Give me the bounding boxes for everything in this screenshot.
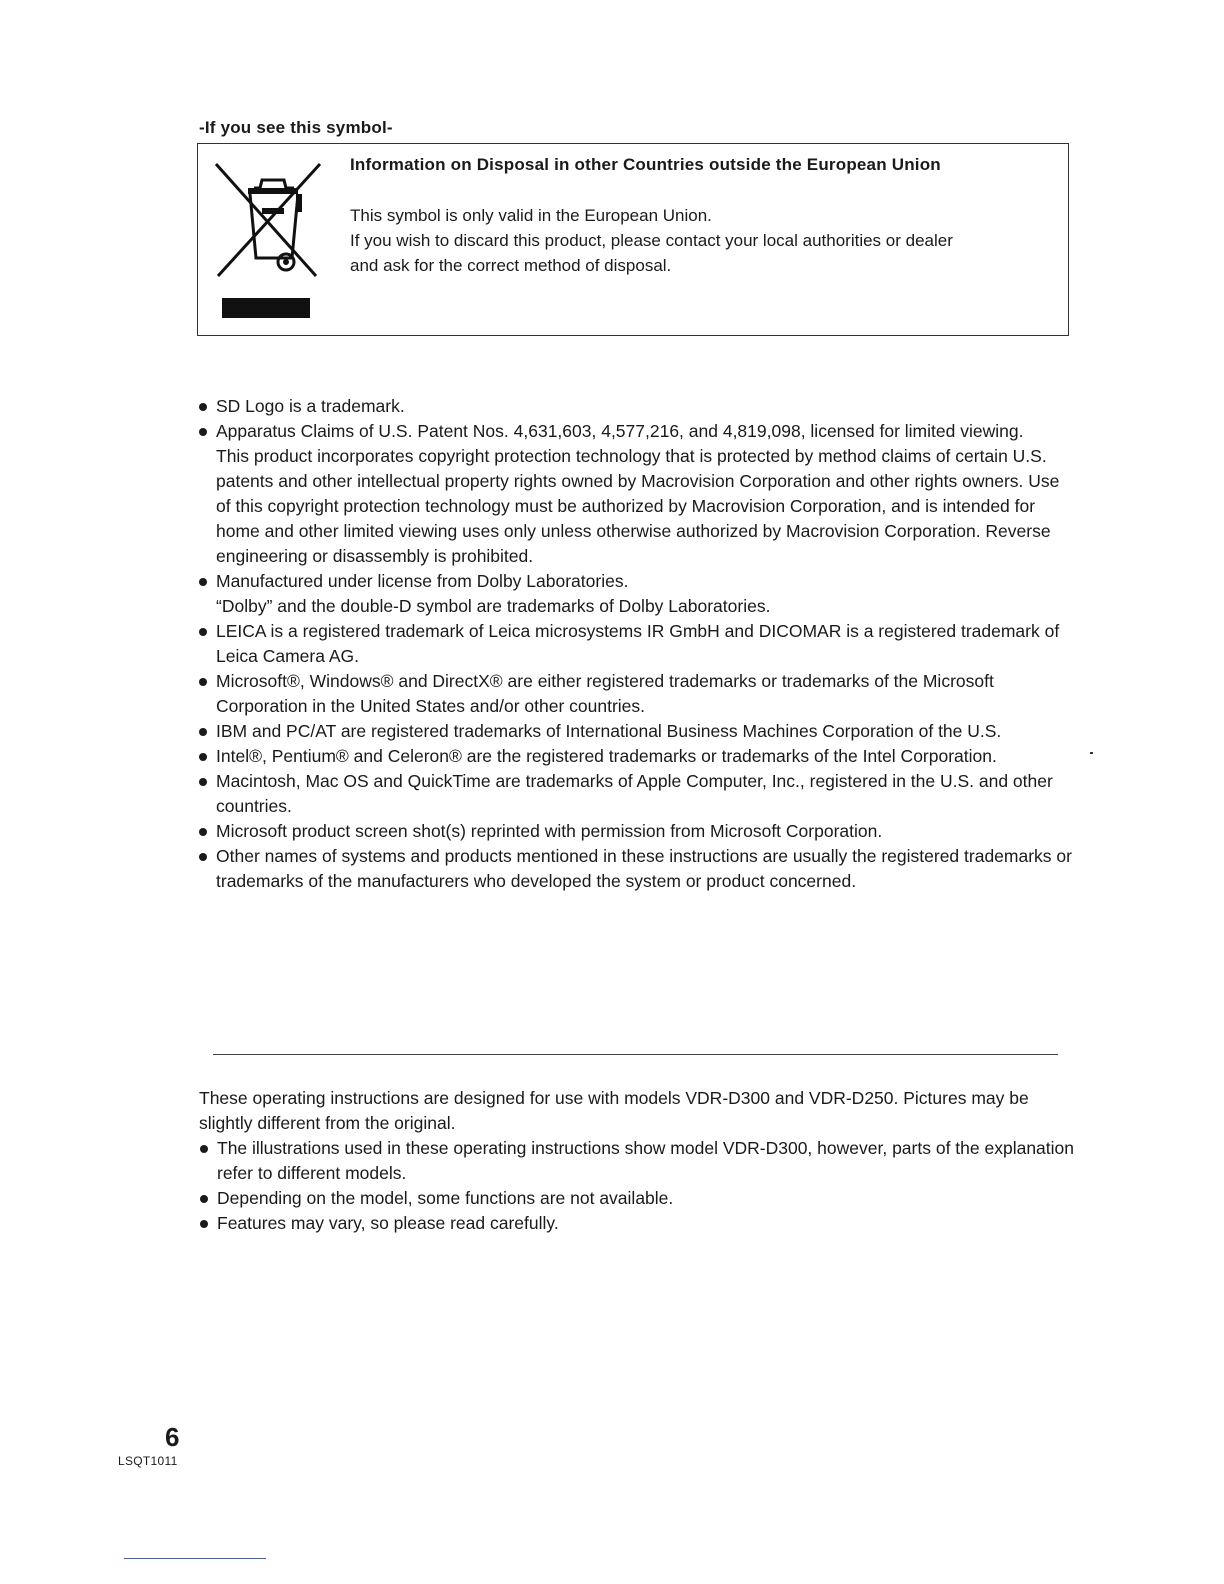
list-item: Depending on the model, some functions are not available. bbox=[199, 1186, 1079, 1211]
trademark-text: SD Logo is a trademark. bbox=[216, 396, 405, 416]
list-item bbox=[198, 769, 1078, 819]
models-intro: These operating instructions are designed for use with models VDR-D300 and VDR-D250. Pictures may be slightly different from the original. bbox=[199, 1088, 1029, 1133]
trademark-text: Apparatus Claims of U.S. Patent Nos. 4,631,603, 4,577,216, and 4,819,098, licensed for limited viewing. bbox=[216, 421, 1024, 441]
disposal-line: This symbol is only valid in the European Union. bbox=[350, 206, 712, 225]
list-item bbox=[198, 844, 1078, 894]
symbol-heading: -If you see this symbol- bbox=[199, 118, 393, 137]
list-item bbox=[198, 569, 1078, 619]
trademark-text: LEICA is a registered trademark of Leica microsystems IR GmbH and DICOMAR is a registered trademark of Leica Camera AG. bbox=[216, 621, 1060, 666]
trademark-text: Microsoft®, Windows® and DirectX® are either registered trademarks or trademarks of the Microsoft Corporation in the United States and/or other countries. bbox=[216, 671, 994, 716]
trademark-detail: “Dolby” and the double-D symbol are trademarks of Dolby Laboratories. bbox=[216, 596, 771, 616]
list-item bbox=[198, 819, 1078, 844]
list-item bbox=[198, 669, 1078, 719]
disposal-title: Information on Disposal in other Countries outside the European Union bbox=[350, 155, 941, 174]
scan-mark bbox=[1090, 752, 1093, 754]
list-item: The illustrations used in these operating instructions show model VDR-D300, however, parts of the explanation refer to different models. bbox=[199, 1136, 1079, 1186]
list-item bbox=[198, 619, 1078, 669]
trademark-text: Manufactured under license from Dolby Laboratories. bbox=[216, 571, 629, 591]
trademark-text: Other names of systems and products mentioned in these instructions are usually the registered trademarks or trademarks of the manufacturers who developed the system or product concerned. bbox=[216, 846, 1072, 891]
page-number: 6 bbox=[165, 1422, 180, 1452]
models-note bbox=[199, 1086, 1079, 1236]
trademark-text: Intel®, Pentium® and Celeron® are the registered trademarks or trademarks of the Intel Corporation. bbox=[216, 746, 997, 766]
trademark-detail: This product incorporates copyright protection technology that is protected by method claims of certain U.S. patents and other intellectual property rights owned by Macrovision Corporation and other rights owners. Use of this copyright protection technology must be authorized by Macrovision Corporation, and is intended for home and other limited viewing uses only unless otherwise authorized by Macrovision Corporation. Reverse engineering or disassembly is prohibited. bbox=[216, 446, 1060, 566]
crossed-out-wheelie-bin-icon bbox=[212, 158, 332, 318]
models-list bbox=[199, 1136, 1079, 1236]
trademark-list bbox=[198, 394, 1078, 894]
list-item bbox=[198, 394, 1078, 419]
disposal-line: If you wish to discard this product, please contact your local authorities or dealer bbox=[350, 231, 953, 250]
trademark-text: IBM and PC/AT are registered trademarks of International Business Machines Corporation of the U.S. bbox=[216, 721, 1002, 741]
section-divider bbox=[213, 1054, 1058, 1055]
list-item bbox=[198, 744, 1078, 769]
list-item bbox=[198, 419, 1078, 569]
list-item: Features may vary, so please read carefully. bbox=[199, 1211, 1079, 1236]
trademark-text: Macintosh, Mac OS and QuickTime are trademarks of Apple Computer, Inc., registered in the U.S. and other countries. bbox=[216, 771, 1053, 816]
disposal-info-box bbox=[197, 143, 1069, 336]
list-item bbox=[198, 719, 1078, 744]
footer-rule bbox=[124, 1558, 266, 1559]
disposal-line: and ask for the correct method of disposal. bbox=[350, 256, 672, 275]
document-code: LSQT1011 bbox=[118, 1454, 178, 1468]
trademark-text: Microsoft product screen shot(s) reprinted with permission from Microsoft Corporation. bbox=[216, 821, 883, 841]
